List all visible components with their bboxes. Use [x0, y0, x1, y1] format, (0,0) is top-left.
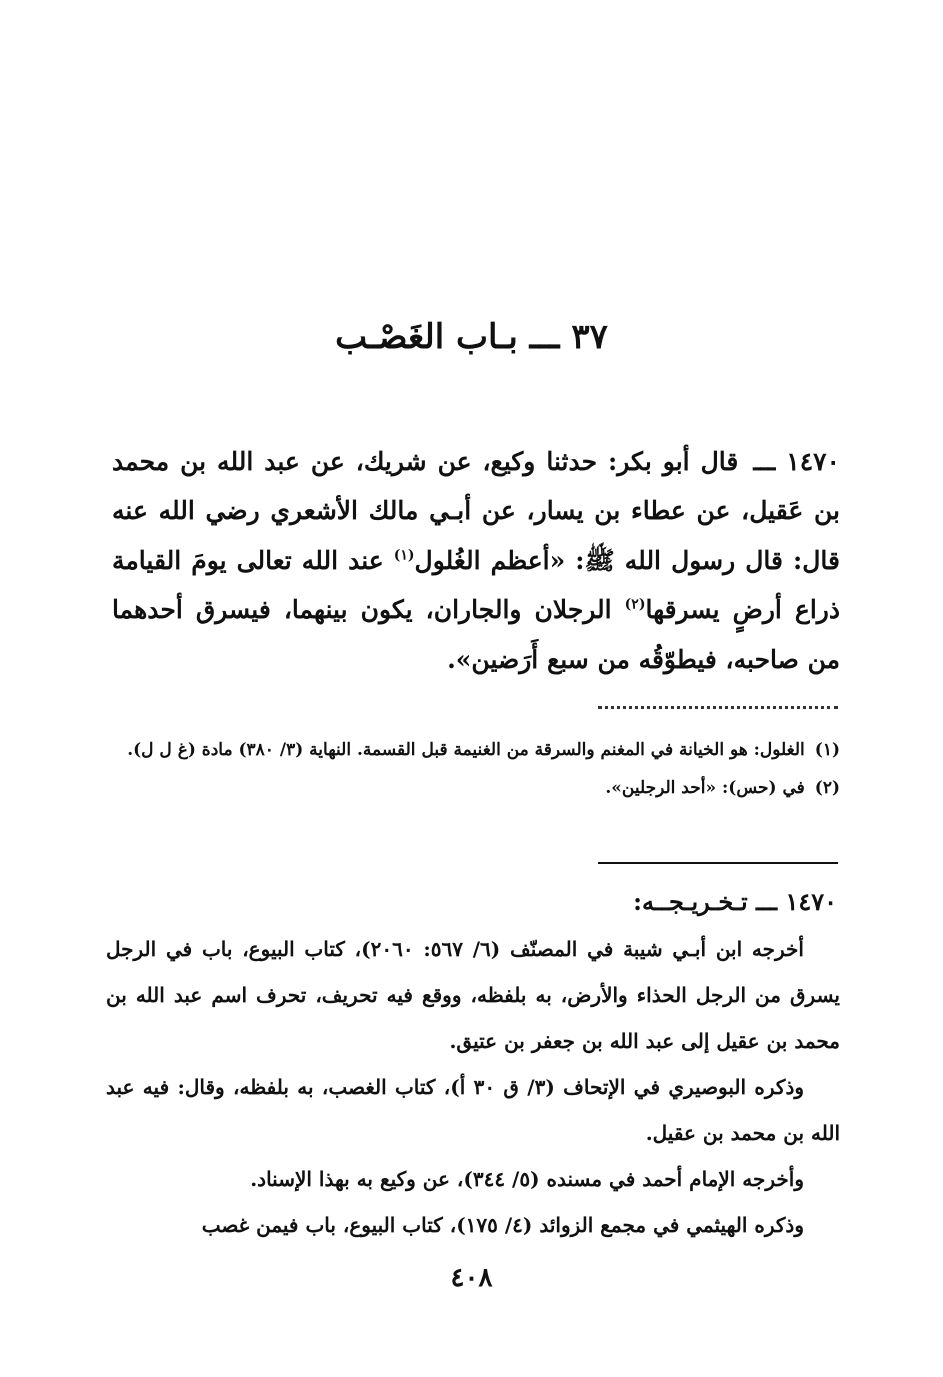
hadith-text-part2: عند الله تعالى يومَ القيامة ذراع أرضٍ يسرقها	[112, 545, 840, 625]
footnote-number: (٢)	[814, 778, 840, 798]
takhrij-heading: ١٤٧٠ ـــ تـخـريـجــه:	[633, 887, 837, 916]
footnote-text: الغلول: هو الخيانة في المغنم والسرقة من الغنيمة قبل القسمة. النهاية (٣/ ٣٨٠) مادة (غ ل ل).	[127, 740, 805, 760]
section-divider	[598, 862, 838, 864]
hadith-text-part1: قال أبو بكر: حدثنا وكيع، عن شريك، عن عبد الله بن محمد بن عَقيل، عن عطاء بن يسار، عن أبـي مالك الأشعري رضي الله عنه قال: قال رسول الله ﷺ: «أعظم الغُلول	[112, 447, 840, 575]
footnote-ref-2[interactable]: (٢)	[624, 596, 646, 613]
footnote-number: (١)	[814, 740, 840, 760]
hadith-text	[112, 437, 840, 684]
hadith-text-part3: الرجلان والجاران، يكون بينهما، فيسرق أحدهما من صاحبه، فيطوّقُه من سبع أَرَضين».	[112, 595, 840, 674]
footnote-text: في (حس): «أحد الرجلين».	[605, 778, 805, 798]
takhrij-paragraph: أخرجه ابن أبـي شيبة في المصنّف (٦/ ٥٦٧: ٢٠٦٠)، كتاب البيوع، باب في الرجل يسرق من الرجل الحذاء والأرض، به بلفظه، ووقع فيه تحريف، تحرف اسم عبد الله بن محمد بن عقيل إلى عبد الله بن جعفر بن عتيق.	[106, 937, 840, 1053]
hadith-number: ١٤٧٠ ـــ	[753, 447, 840, 476]
hadith-paragraph	[112, 437, 840, 684]
takhrij-paragraph: وأخرجه الإمام أحمد في مسنده (٥/ ٣٤٤)، عن وكيع به بهذا الإسناد.	[250, 1167, 804, 1191]
footnote-ref-1[interactable]: (١)	[393, 547, 415, 564]
footnote-item	[112, 734, 840, 766]
footnote-item	[112, 772, 840, 804]
takhrij-paragraph: وذكره الهيثمي في مجمع الزوائد (٤/ ١٧٥)، كتاب البيوع، باب فيمن غصب	[201, 1213, 804, 1237]
takhrij-paragraph: وذكره البوصيري في الإتحاف (٣/ ق ٣٠ أ)، كتاب الغصب، به بلفظه، وقال: فيه عبد الله بن محمد بن عقيل.	[106, 1075, 840, 1145]
page-number: ٤٠٨	[450, 1263, 493, 1293]
takhrij-body	[106, 926, 840, 1248]
footnotes-section	[112, 734, 840, 810]
footnote-separator	[598, 706, 838, 715]
chapter-title: ٣٧ ـــ بـاب الغَصْـب	[335, 317, 608, 357]
